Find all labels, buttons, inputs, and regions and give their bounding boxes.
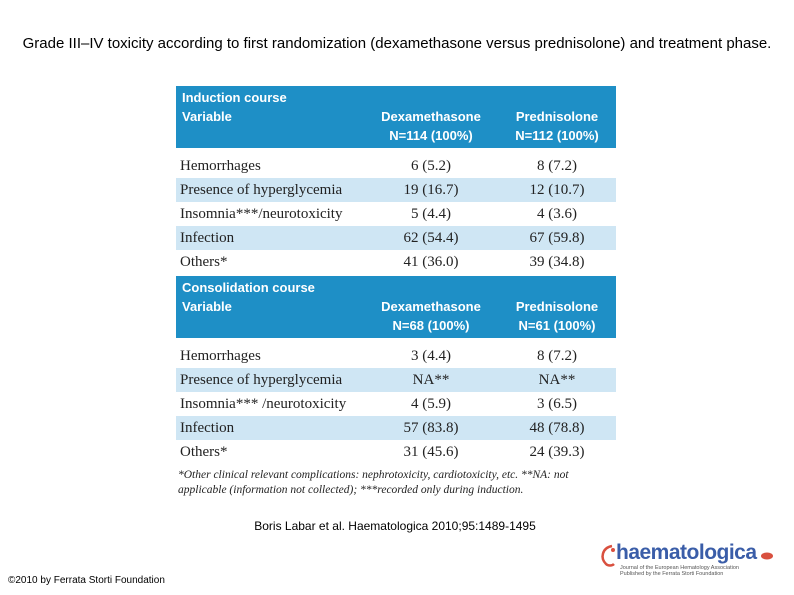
row-label: Presence of hyperglycemia xyxy=(180,372,343,388)
consolidation-header xyxy=(176,276,616,338)
row-pred-value: 24 (39.3) xyxy=(529,444,585,460)
row-dex-value: 6 (5.2) xyxy=(411,158,451,174)
table-row xyxy=(176,154,616,178)
row-dex-value: 5 (4.4) xyxy=(411,206,451,222)
consolidation-pred-header: Prednisolone xyxy=(515,299,599,314)
consolidation-dex-n: N=68 (100%) xyxy=(392,318,470,333)
row-dex-value: 19 (16.7) xyxy=(403,182,459,198)
toxicity-table xyxy=(176,86,616,498)
row-label: Presence of hyperglycemia xyxy=(180,182,343,198)
consolidation-variable-label: Variable xyxy=(182,299,232,314)
table-footnote xyxy=(176,464,616,498)
copyright: ©2010 by Ferrata Storti Foundation xyxy=(8,575,165,586)
logo-tagline: Journal of the European Hematology Association xyxy=(620,565,739,571)
induction-dex-header: Dexamethasone xyxy=(381,109,481,124)
table-row xyxy=(176,250,616,274)
induction-pred-n: N=112 (100%) xyxy=(515,128,599,143)
table-row xyxy=(176,440,616,464)
consolidation-dex-header: Dexamethasone xyxy=(381,299,481,314)
row-label: Hemorrhages xyxy=(180,158,261,174)
induction-dex-n: N=114 (100%) xyxy=(389,128,473,143)
row-pred-value: 39 (34.8) xyxy=(529,254,585,270)
induction-section-label: Induction course xyxy=(182,90,287,105)
logo-emblem-icon xyxy=(760,551,774,561)
row-pred-value: NA** xyxy=(538,372,576,388)
row-label: Infection xyxy=(180,230,235,246)
table-row xyxy=(176,368,616,392)
induction-header xyxy=(176,86,616,148)
table-row xyxy=(176,344,616,368)
citation: Boris Labar et al. Haematologica 2010;95:1489-1495 xyxy=(254,519,536,533)
row-dex-value: 31 (45.6) xyxy=(403,444,459,460)
table-row xyxy=(176,416,616,440)
slide-title: Grade III–IV toxicity according to first randomization (dexamethasone versus prednisolone) and treatment phase. xyxy=(22,35,772,52)
haematologica-logo xyxy=(598,541,778,577)
footnote-line: applicable (information not collected); ***recorded only during induction. xyxy=(178,484,524,496)
row-pred-value: 12 (10.7) xyxy=(529,182,585,198)
footnote-line: *Other clinical relevant complications: nephrotoxicity, cardiotoxicity, etc. **NA: not xyxy=(178,469,569,481)
row-pred-value: 8 (7.2) xyxy=(537,158,577,174)
logo-mark-icon xyxy=(598,544,618,568)
row-pred-value: 8 (7.2) xyxy=(537,348,577,364)
consolidation-section-label: Consolidation course xyxy=(182,280,315,295)
row-dex-value: NA** xyxy=(412,372,450,388)
row-dex-value: 4 (5.9) xyxy=(411,396,451,412)
table-row xyxy=(176,392,616,416)
row-pred-value: 48 (78.8) xyxy=(529,420,585,436)
row-dex-value: 41 (36.0) xyxy=(403,254,459,270)
row-label: Insomnia***/neurotoxicity xyxy=(180,206,343,222)
row-dex-value: 57 (83.8) xyxy=(403,420,459,436)
induction-variable-label: Variable xyxy=(182,109,232,124)
logo-wordmark: haematologica xyxy=(616,541,757,564)
row-pred-value: 4 (3.6) xyxy=(537,206,577,222)
row-label: Others* xyxy=(180,444,228,460)
row-dex-value: 3 (4.4) xyxy=(411,348,451,364)
row-label: Hemorrhages xyxy=(180,348,261,364)
induction-pred-header: Prednisolone xyxy=(515,109,599,124)
row-pred-value: 3 (6.5) xyxy=(537,396,577,412)
table-row xyxy=(176,202,616,226)
row-label: Infection xyxy=(180,420,235,436)
table-row xyxy=(176,226,616,250)
consolidation-pred-n: N=61 (100%) xyxy=(518,318,596,333)
logo-publisher: Published by the Ferrata Storti Foundation xyxy=(620,571,724,577)
row-pred-value: 67 (59.8) xyxy=(529,230,585,246)
row-dex-value: 62 (54.4) xyxy=(403,230,459,246)
row-label: Insomnia*** /neurotoxicity xyxy=(180,396,347,412)
row-label: Others* xyxy=(180,254,228,270)
table-row xyxy=(176,178,616,202)
